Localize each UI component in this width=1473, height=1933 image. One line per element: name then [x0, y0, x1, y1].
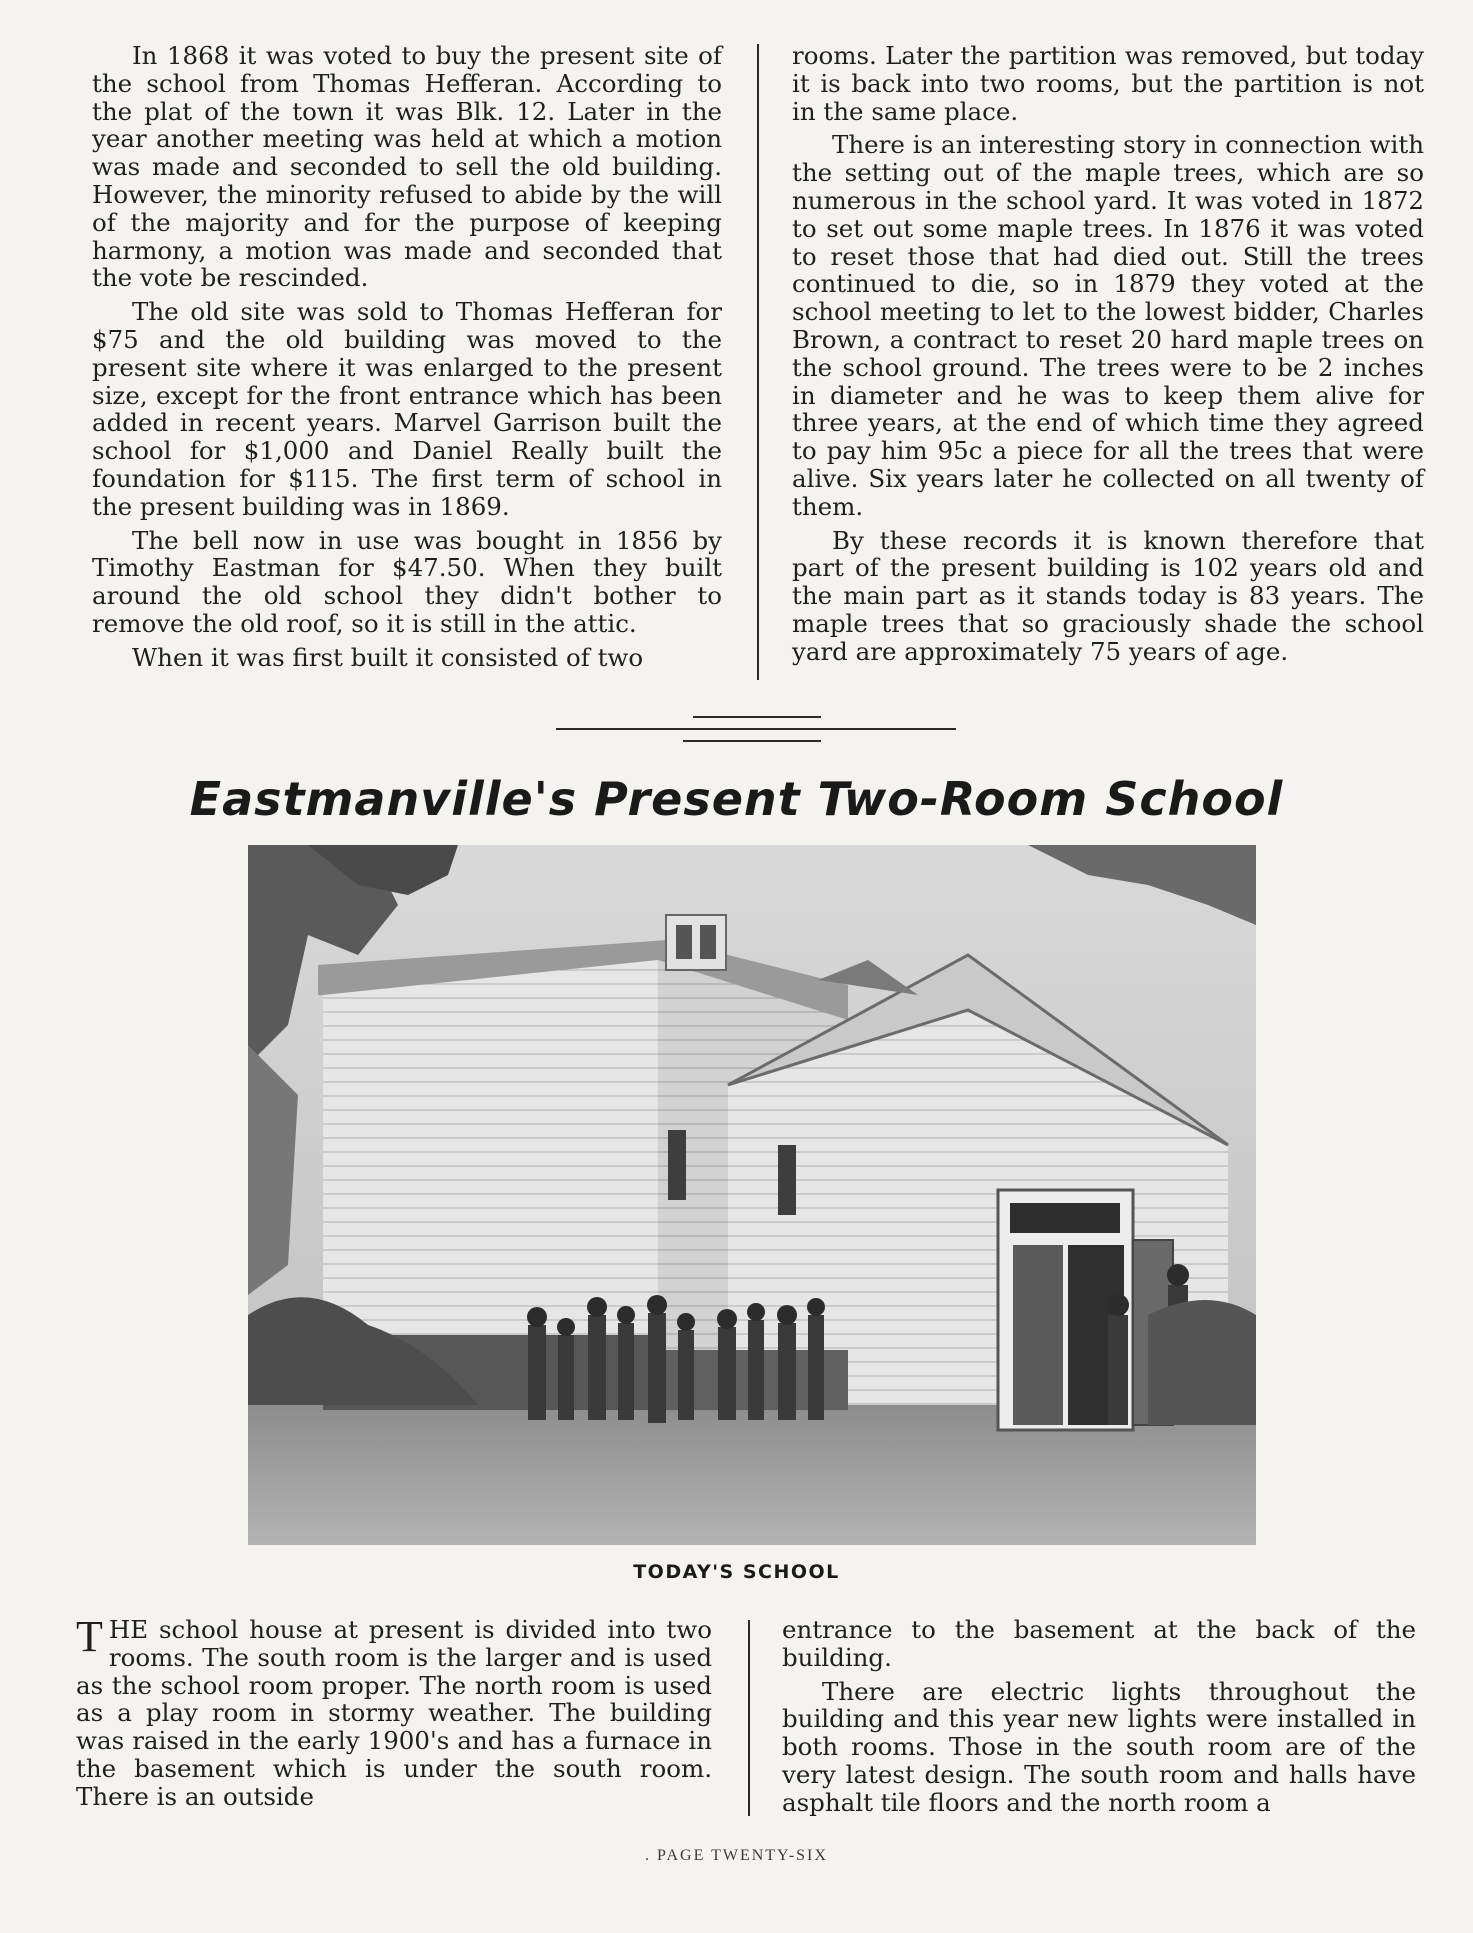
paragraph: The old site was sold to Thomas Hefferan for $75 and the old building was moved to the present site where it was enlarged to the present size, except for the front entrance which has been added in recent years. Marvel Garrison built the school for $1,000 and Daniel Really built the foundation for $115. The first term of school in the present building was in 1869.	[92, 297, 722, 521]
paragraph	[76, 1612, 712, 1811]
paragraph: rooms. Later the partition was removed, but today it is back into two rooms, but the partition is not in the same place.	[792, 41, 1424, 126]
photo-caption: TODAY'S SCHOOL	[633, 1561, 840, 1583]
paragraph: When it was first built it consisted of two	[132, 642, 644, 672]
column-divider	[757, 44, 759, 680]
column-divider	[748, 1620, 750, 1816]
school-photo-illustration	[248, 845, 1256, 1545]
bottom-right-column	[782, 1616, 1416, 1823]
section-title: Eastmanville's Present Two-Room School	[189, 772, 1284, 826]
paragraph: The bell now in use was bought in 1856 by Timothy Eastman for $47.50. When they built around the old school they didn't bother to remove the old roof, so it is still in the attic.	[92, 525, 722, 638]
paragraph-text: HE school house at present is divided into two rooms. The south room is the larger and is used as the school room proper. The north room is used as a play room in stormy weather. The building was raised in the early 1900's and has a furnace in the basement which is under the south room. There is an outside	[76, 1615, 712, 1811]
paragraph: In 1868 it was voted to buy the present site of the school from Thomas Hefferan. According to the plat of the town it was Blk. 12. Later in the year another meeting was held at which a motion was made and seconded to sell the old building. However, the minority refused to abide by the will of the majority and for the purpose of keeping harmony, a motion was made and seconded that the vote be rescinded.	[92, 41, 722, 293]
ornamental-rule	[556, 728, 956, 730]
paragraph: By these records it is known therefore that part of the present building is 102 years old and the main part as it stands today is 83 years. The maple trees that so graciously shade the school yard are approximately 75 years of age.	[792, 525, 1424, 666]
page-number: . PAGE TWENTY-SIX	[645, 1847, 828, 1864]
paragraph: entrance to the basement at the back of the building.	[782, 1615, 1416, 1672]
ornamental-rule	[693, 716, 821, 718]
ornamental-rule	[683, 740, 821, 742]
paragraph: There is an interesting story in connection with the setting out of the maple trees, which are so numerous in the school yard. It was voted in 1872 to set out some maple trees. In 1876 it was voted to reset those that had died out. Still the trees continued to die, so in 1879 they voted at the school meeting to let to the lowest bidder, Charles Brown, a contract to reset 20 hard maple trees on the school ground. The trees were to be 2 inches in diameter and he was to keep them alive for three years, at the end of which time they agreed to pay him 95c a piece for all the trees that were alive. Six years later he collected on all twenty of them.	[792, 130, 1424, 521]
paragraph: There are electric lights throughout the building and this year new lights were installed in both rooms. Those in the south room are of the very latest design. The south room and halls have asphalt tile floors and the north room a	[782, 1676, 1416, 1817]
top-left-column	[92, 42, 722, 678]
school-photo	[248, 845, 1256, 1545]
drop-cap: T	[76, 1612, 103, 1661]
top-right-column	[792, 42, 1424, 672]
bottom-left-column	[76, 1612, 712, 1817]
